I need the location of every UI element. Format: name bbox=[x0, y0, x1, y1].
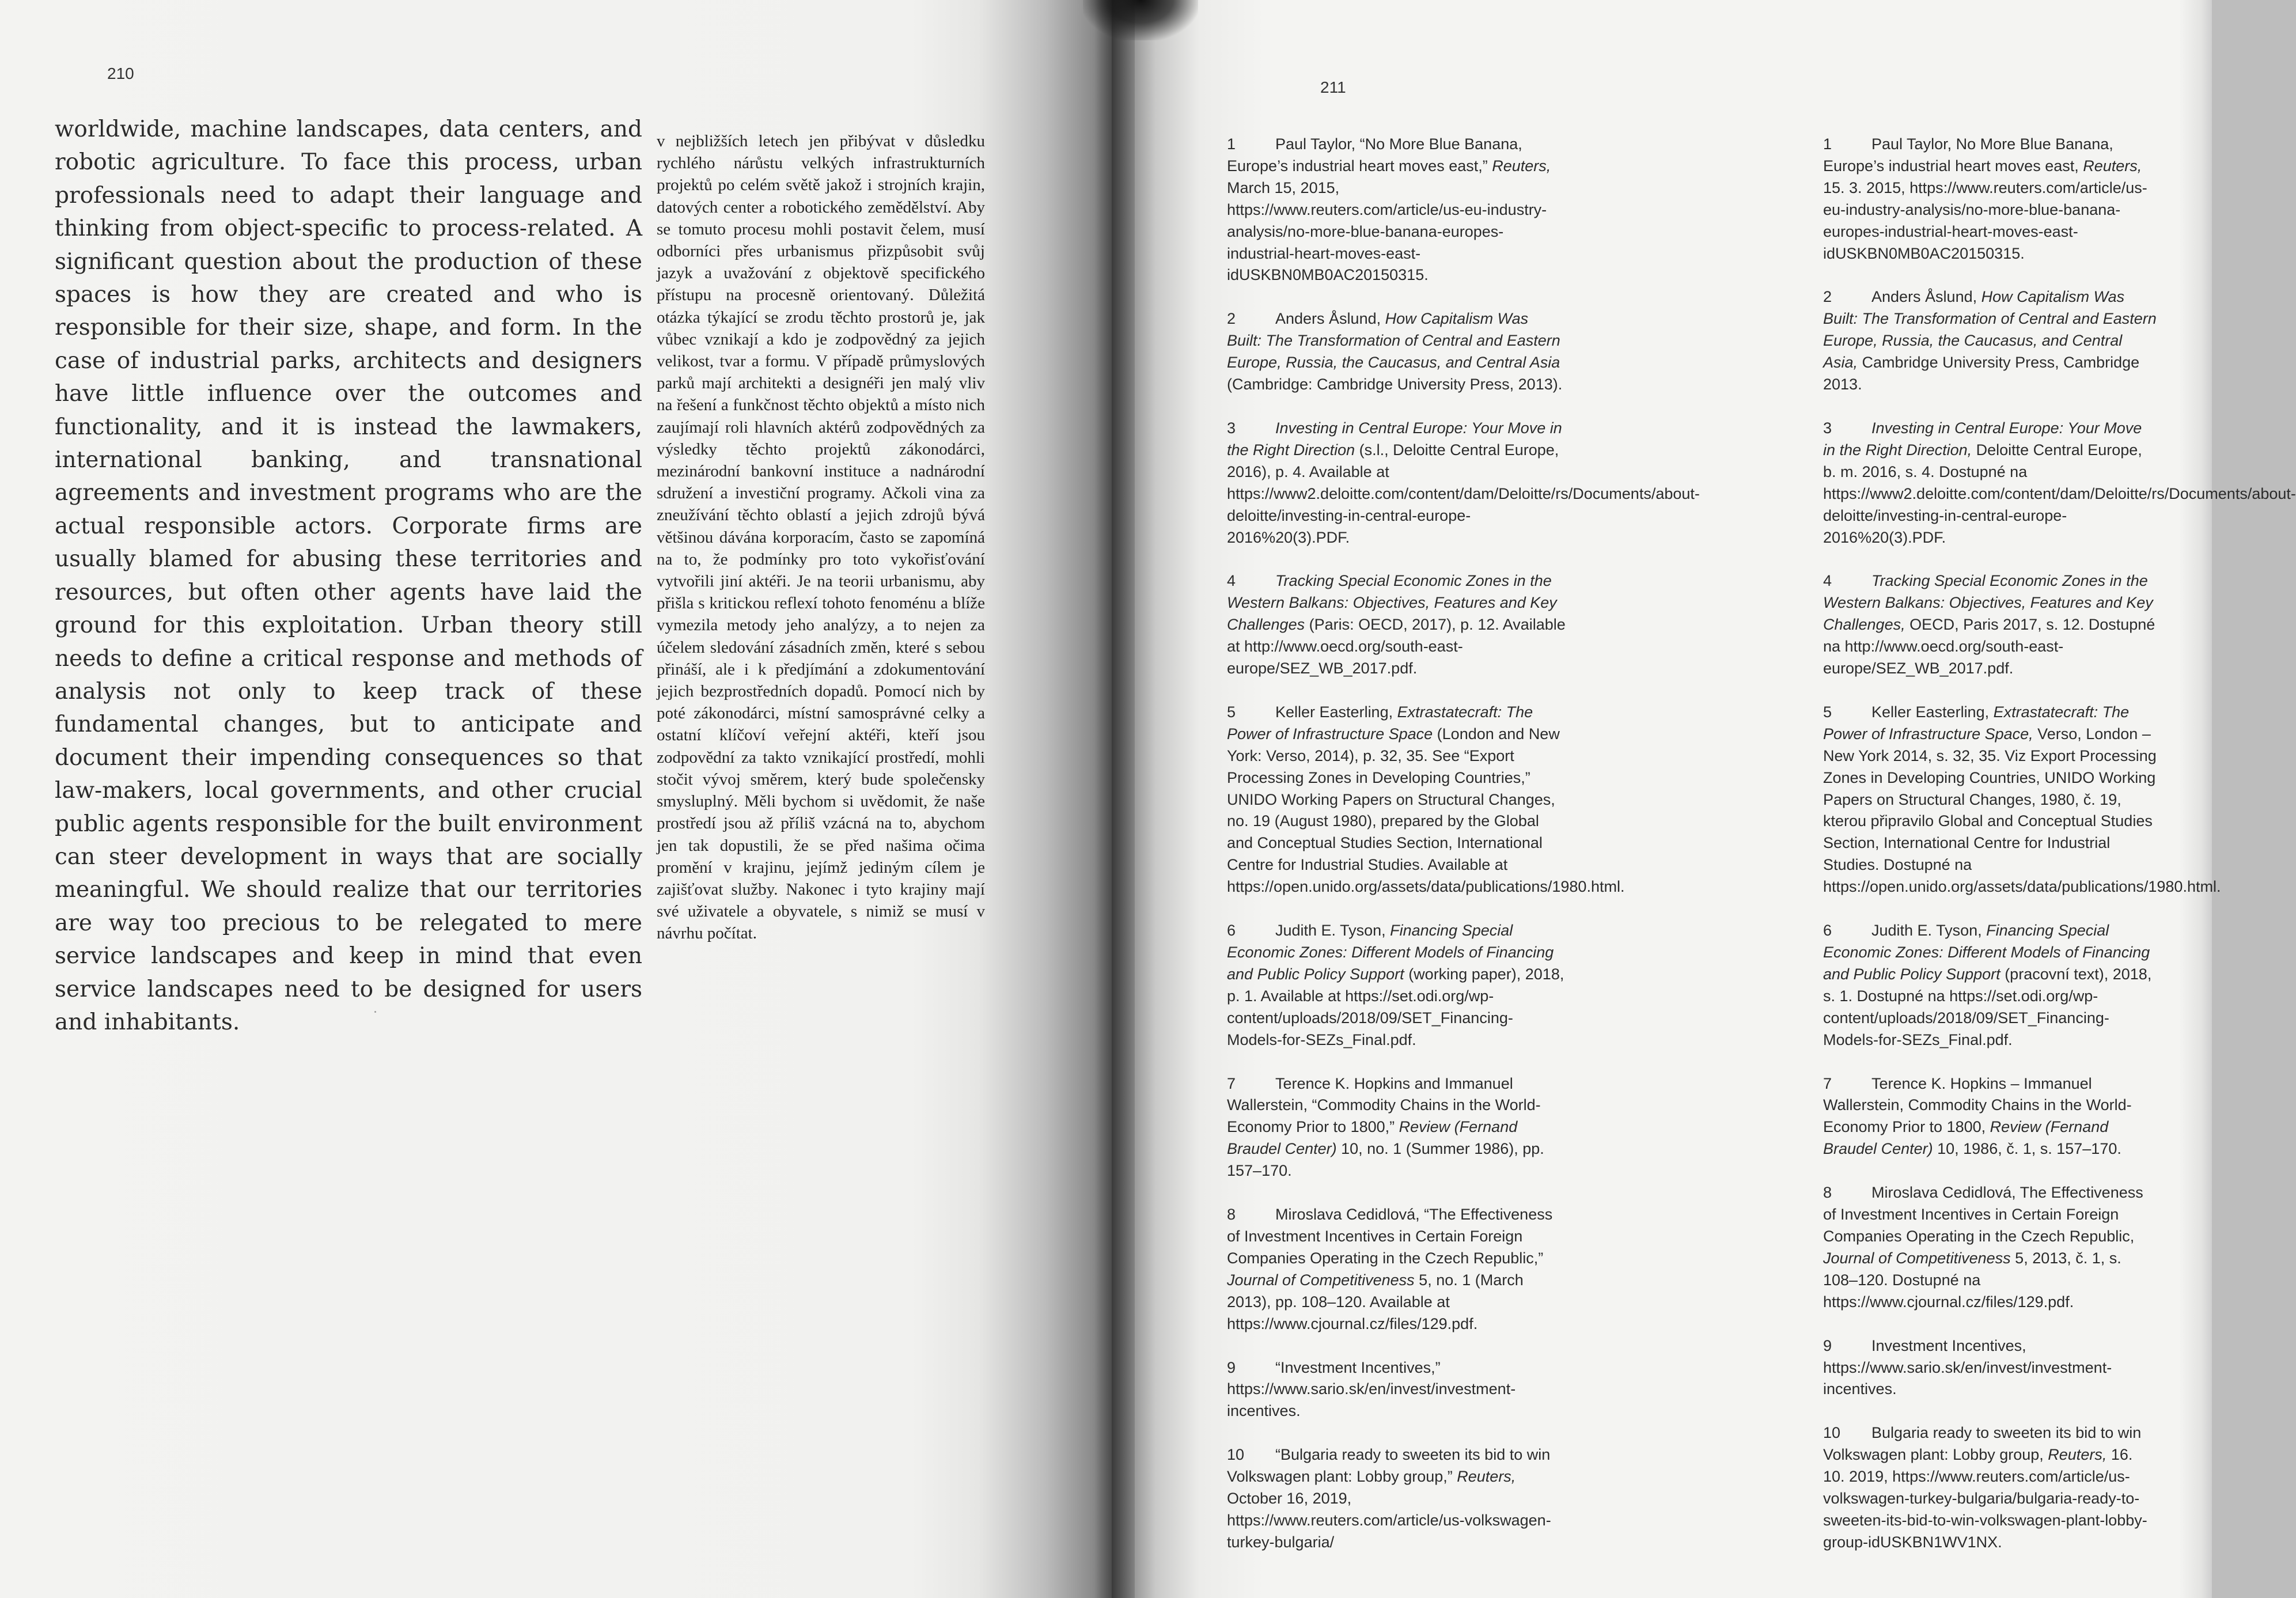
footnote: 8 Miroslava Cedidlová, The Effectiveness of Investment Incentives in Certain Foreign Companies Operating in the Czech Republic, Journal of Competitiveness 5, 2013, č. 1, s. 108–120. Dostupné na https://www.cjournal.cz/files/129.pdf. bbox=[1823, 1184, 2143, 1311]
footnote: 4 Tracking Special Economic Zones in the Western Balkans: Objectives, Features and Key Challenges (Paris: OECD, 2017), p. 12. Available at http://www.oecd.org/south-east-europe/SEZ_WB_2017.pdf. bbox=[1227, 572, 1566, 677]
footnote: 5 Keller Easterling, Extrastatecraft: The Power of Infrastructure Space (London and New York: Verso, 2014), p. 32, 35. See “Export Processing Zones in Developing Countries,” UNIDO Working Papers on Structural Changes, no. 19 (August 1980), prepared by the Global and Conceptual Studies Section, International Centre for Industrial Studies. Available at https://open.unido.org/assets/data/publications/1980.html. bbox=[1227, 703, 1625, 896]
book-spine-top bbox=[1083, 0, 1198, 40]
footnote: 9 “Investment Incentives,” https://www.sario.sk/en/invest/investment-incentives. bbox=[1227, 1358, 1516, 1420]
page-number-left: 210 bbox=[107, 65, 134, 82]
footnote: 1 Paul Taylor, “No More Blue Banana, Europe’s industrial heart moves east,” Reuters, March 15, 2015, https://www.reuters.com/article/us-eu-industry-analysis/no-more-blue-banana-europes-industrial-heart-moves-east-idUSKBN0MB0AC20150315. bbox=[1227, 135, 1551, 284]
footnote: 2 Anders Åslund, How Capitalism Was Built: The Transformation of Central and Eastern Europe, Russia, the Caucasus, and Central Asia (Cambridge: Cambridge University Press, 2013). bbox=[1227, 310, 1563, 393]
footnote: 10 Bulgaria ready to sweeten its bid to win Volkswagen plant: Lobby group, Reuters, 16. 10. 2019, https://www.reuters.com/article/us-volkswagen-turkey-bulgaria/bulgaria-ready-to-sweeten-its-bid-to-win-volkswagen-plant-lobby-group-idUSKBN1WV1NX. bbox=[1823, 1424, 2147, 1551]
left-page bbox=[0, 0, 1112, 1598]
book-gutter-shadow bbox=[1094, 0, 1135, 1598]
footnote: 6 Judith E. Tyson, Financing Special Economic Zones: Different Models of Financing and Public Policy Support (working paper), 2018, p. 1. Available at https://set.odi.org/wp-content/uploads/2018/09/SET_Financing-Models-for-SEZs_Final.pdf. bbox=[1227, 922, 1564, 1048]
footnote: 10 “Bulgaria ready to sweeten its bid to win Volkswagen plant: Lobby group,” Reuters, October 16, 2019, https://www.reuters.com/article/us-volkswagen-turkey-bulgaria/ bbox=[1227, 1446, 1551, 1551]
footnote: 3 Investing in Central Europe: Your Move in the Right Direction (s.l., Deloitte Central Europe, 2016), p. 4. Available at https://www2.deloitte.com/content/dam/Deloitte/rs/Documents/about-deloitte/investing-in-central-europe-2016%20(3).PDF. bbox=[1227, 419, 1700, 546]
footnote: 5 Keller Easterling, Extrastatecraft: The Power of Infrastructure Space, Verso, London – New York 2014, s. 32, 35. Viz Export Processing Zones in Developing Countries, UNIDO Working Papers on Structural Changes, 1980, č. 19, kterou připravilo Global and Conceptual Studies Section, International Centre for Industrial Studies. Dostupné na https://open.unido.org/assets/data/publications/1980.html. bbox=[1823, 703, 2221, 896]
footnote: 6 Judith E. Tyson, Financing Special Economic Zones: Different Models of Financing and Public Policy Support (pracovní text), 2018, s. 1. Dostupné na https://set.odi.org/wp-content/uploads/2018/09/SET_Financing-Models-for-SEZs_Final.pdf. bbox=[1823, 922, 2152, 1048]
footnote: 3 Investing in Central Europe: Your Move in the Right Direction, Deloitte Central Europe, b. m. 2016, s. 4. Dostupné na https://www2.deloitte.com/content/dam/Deloitte/rs/Documents/about-deloitte/investing-in-central-europe-2016%20(3).PDF. bbox=[1823, 419, 2296, 546]
english-body-text: worldwide, machine landscapes, data centers, and robotic agriculture. To face this process, urban professionals need to adapt their language and thinking from object-specific to process-related. A significant question about the production of these spaces is how they are created and who is responsible for their size, shape, and form. In the case of industrial parks, architects and designers have little influence over the outcomes and functionality, and it is instead the lawmakers, international banking, and transnational agreements and investment programs who are the actual responsible actors. Corporate firms are usually blamed for abusing these territories and resources, but often other agents have laid the ground for this exploitation. Urban theory still needs to define a critical response and methods of analysis not only to keep track of these fundamental changes, but to anticipate and document their impending consequences so that law-makers, local governments, and other crucial public agents responsible for the built environment can steer development in ways that are socially meaningful. We should realize that our territories are way too precious to be relegated to mere service landscapes and keep in mind that even service landscapes need to be designed for users and inhabitants. bbox=[55, 116, 642, 1035]
footnote: 4 Tracking Special Economic Zones in the Western Balkans: Objectives, Features and Key Challenges, OECD, Paris 2017, s. 12. Dostupné na http://www.oecd.org/south-east-europe/SEZ_WB_2017.pdf. bbox=[1823, 572, 2155, 677]
footnote: 9 Investment Incentives, https://www.sario.sk/en/invest/investment-incentives. bbox=[1823, 1336, 2112, 1398]
footnote: 2 Anders Åslund, How Capitalism Was Built: The Transformation of Central and Eastern Europe, Russia, the Caucasus, and Central Asia, Cambridge University Press, Cambridge 2013. bbox=[1823, 288, 2157, 393]
footnote: 7 Terence K. Hopkins – Immanuel Wallerstein, Commodity Chains in the World-Economy Prior to 1800, Review (Fernand Braudel Center) 10, 1986, č. 1, s. 157–170. bbox=[1823, 1074, 2132, 1158]
footnote: 8 Miroslava Cedidlová, “The Effectiveness of Investment Incentives in Certain Foreign Companies Operating in the Czech Republic,” Journal of Competitiveness 5, no. 1 (March 2013), pp. 108–120. Available at https://www.cjournal.cz/files/129.pdf. bbox=[1227, 1206, 1553, 1332]
paper-speck bbox=[374, 1011, 376, 1013]
footnotes-english bbox=[1227, 134, 1700, 1576]
footnotes-czech bbox=[1823, 134, 2296, 1576]
footnote: 7 Terence K. Hopkins and Immanuel Wallerstein, “Commodity Chains in the World-Economy Prior to 1800,” Review (Fernand Braudel Center) 10, no. 1 (Summer 1986), pp. 157–170. bbox=[1227, 1074, 1544, 1180]
czech-body-text: v nejbližších letech jen přibývat v důsledku rychlého nárůstu velkých infrastrukturních projektů po celém světě jakož i strojních krajin, datových center a robotického zemědělství. Aby se tomuto procesu mohli postavit čelem, musí odborníci přes urbanismus přizpůsobit svůj jazyk a uvažování z objektově specifického přístupu na procesně orientovaný. Důležitá otázka týkající se zrodu těchto prostorů je, jak vůbec vznikají a kdo je zodpovědný za jejich velikost, tvar a formu. V případě průmyslových parků mají architekti a designéři jen malý vliv na řešení a funkčnost těchto objektů a místo nich zaujímají roli hlavních aktérů zodpovědných za výsledky těchto projektů zákonodárci, mezinárodní bankovní instituce a nadnárodní sdružení a investiční programy. Ačkoli vina za zneužívání těchto oblastí a jejich zdrojů bývá většinou dávána korporacím, často se zapomíná na to, že podmínky pro toto vykořisťování vytvořili jiní aktéři. Je na teorii urbanismu, aby přišla s kritickou reflexí tohoto fenoménu a blíže vymezila metody jeho analýzy, a to nejen za účelem sledování zásadních změn, které s sebou přináší, ale i k předjímání a zdokumentování jejich bezprostředních dopadů. Pomocí nich by poté zákonodárci, místní samosprávné celky a ostatní klíčoví veřejní aktéři, kteří jsou zodpovědní za takto vznikající prostředí, mohli stočit vývoj směrem, který bude společensky smysluplný. Měli bychom si uvědomit, že naše prostředí jsou až příliš vzácná na to, abychom jen tak dopustili, že se před našima očima promění v krajinu, jejímž jediným cílem je zajišťovat služby. Nakonec i tyto krajiny mají své uživatele a obyvatele, s nimiž se musí v návrhu počítat. bbox=[657, 132, 985, 943]
footnote: 1 Paul Taylor, No More Blue Banana, Europe’s industrial heart moves east, Reuters, 15. 3. 2015, https://www.reuters.com/article/us-eu-industry-analysis/no-more-blue-banana-europes-industrial-heart-moves-east-idUSKBN0MB0AC20150315. bbox=[1823, 135, 2147, 262]
page-number-right: 211 bbox=[1320, 78, 1346, 96]
